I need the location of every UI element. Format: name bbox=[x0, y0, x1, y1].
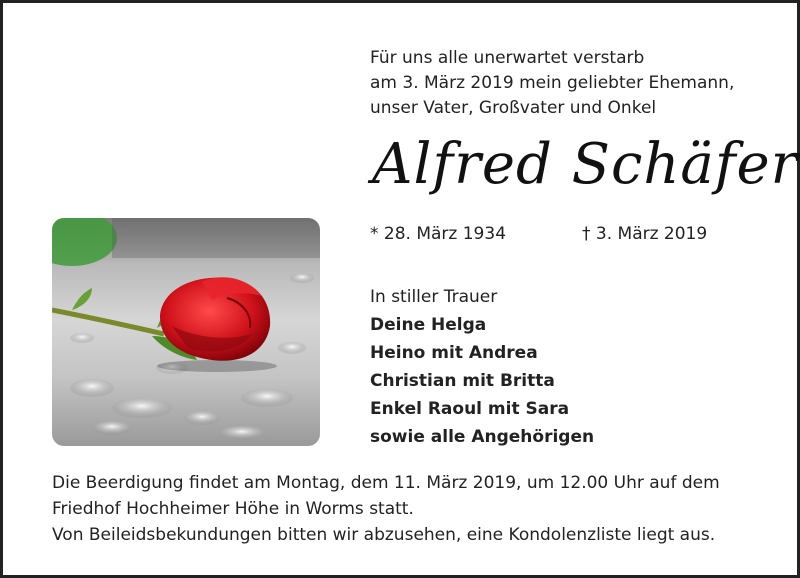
mourner-name: sowie alle Angehörigen bbox=[370, 427, 595, 447]
blurred-leaf-shape bbox=[52, 218, 117, 266]
rose-image bbox=[52, 218, 320, 446]
mourner-name: Heino mit Andrea bbox=[370, 343, 538, 363]
mourner-name: Enkel Raoul mit Sara bbox=[370, 399, 570, 419]
mourner-name: Christian mit Britta bbox=[370, 371, 555, 391]
mourners-block bbox=[370, 283, 594, 451]
birth-date: * 28. März 1934 bbox=[370, 224, 507, 244]
intro-text bbox=[370, 46, 734, 121]
intro-line-1: Für uns alle unerwartet verstarb bbox=[370, 48, 645, 68]
funeral-info bbox=[52, 470, 720, 548]
funeral-line-1: Die Beerdigung findet am Montag, dem 11. März 2019, um 12.00 Uhr auf dem bbox=[52, 473, 720, 493]
mourners-lead: In stiller Trauer bbox=[370, 287, 498, 307]
funeral-line-3: Von Beileidsbekundungen bitten wir abzusehen, eine Kondolenzliste liegt aus. bbox=[52, 525, 716, 545]
deceased-name: Alfred Schäfer bbox=[372, 132, 799, 197]
intro-line-3: unser Vater, Großvater und Onkel bbox=[370, 98, 657, 118]
funeral-line-2: Friedhof Hochheimer Höhe in Worms statt. bbox=[52, 499, 414, 519]
rose-stem bbox=[52, 310, 164, 334]
death-date: † 3. März 2019 bbox=[582, 224, 708, 244]
intro-line-2: am 3. März 2019 mein geliebter Ehemann, bbox=[370, 73, 735, 93]
rose-photo bbox=[52, 218, 320, 446]
mourner-name: Deine Helga bbox=[370, 315, 487, 335]
